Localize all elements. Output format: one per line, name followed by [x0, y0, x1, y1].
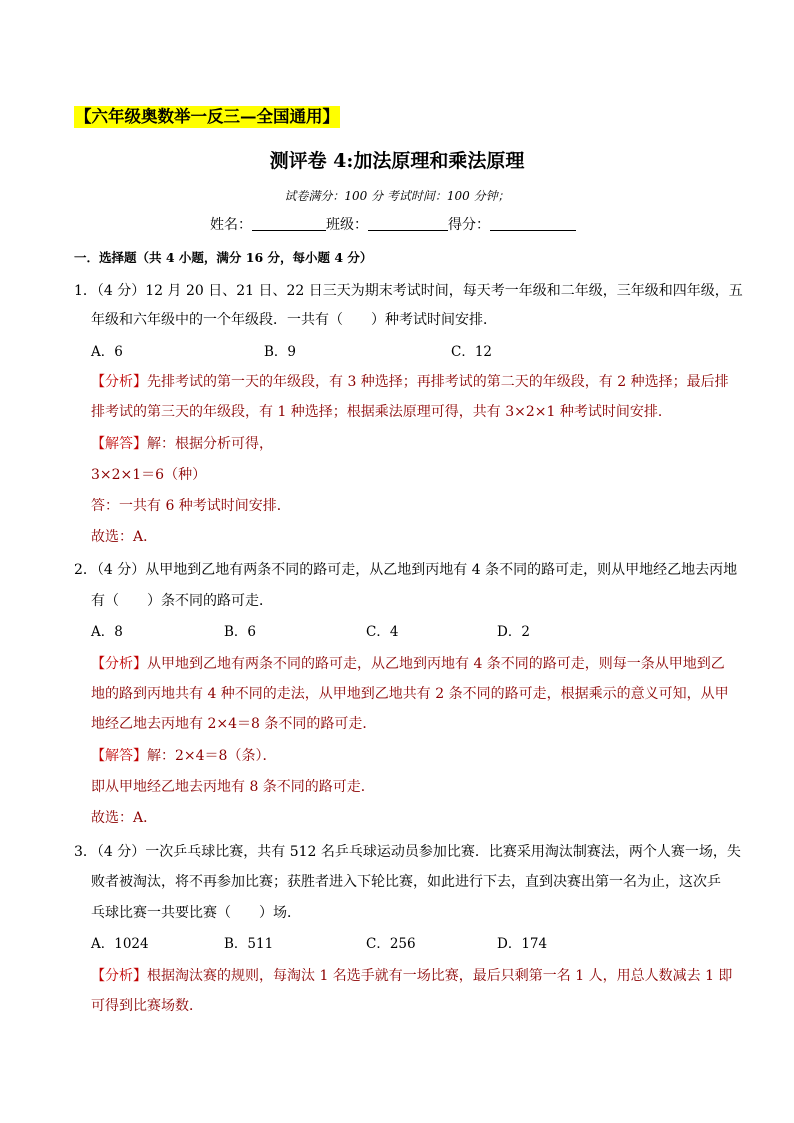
q2-analysis-line3: 地经乙地去丙地有 2×4＝8 条不同的路可走． [91, 716, 377, 732]
q2-answer-line2: 即从甲地经乙地去丙地有 8 条不同的路可走． [91, 779, 375, 795]
q1-option-c[interactable]: C．12 [451, 344, 493, 360]
analysis-text: 根据淘汰赛的规则，每淘汰 1 名选手就有一场比赛，最后只剩第一名 1 人，用总人数减去 1 即 [147, 968, 733, 984]
q3-option-c[interactable]: C．256 [366, 936, 416, 952]
analysis-tag: 【分析】 [91, 656, 147, 672]
name-field[interactable] [252, 216, 326, 231]
q2-analysis-line2: 地的路到丙地共有 4 种不同的走法，从甲地到乙地共有 2 条不同的路可走，根据乘示的意义可知，从甲 [91, 686, 729, 702]
q3-stem-line1: 3．（4 分）一次乒乓球比赛，共有 512 名乒乓球运动员参加比赛．比赛采用淘汰制赛法，两个人赛一场，失 [74, 844, 741, 860]
q2-analysis-line1 [91, 654, 725, 674]
answer-text: 解：2×4＝8（条）． [147, 748, 277, 764]
score-field[interactable] [490, 216, 576, 231]
q1-choice: 故选：A． [91, 529, 158, 545]
section-heading: 一．选择题（共 4 小题，满分 16 分，每小题 4 分） [74, 250, 373, 265]
q1-answer-line1 [91, 434, 273, 454]
answer-tag: 【解答】 [91, 748, 147, 764]
q2-option-b[interactable]: B．6 [224, 624, 257, 640]
q3-stem-line3: 乓球比赛一共要比赛（ ）场． [91, 905, 301, 921]
q2-stem-line1: 2．（4 分）从甲地到乙地有两条不同的路可走，从乙地到丙地有 4 条不同的路可走，则从甲地经乙地去丙地 [74, 562, 738, 578]
analysis-text: 先排考试的第一天的年级段，有 3 种选择；再排考试的第二天的年级段，有 2 种选择；最后排 [147, 374, 729, 390]
name-label: 姓名： [210, 217, 252, 233]
q1-answer-line2: 3×2×1＝6（种） [91, 467, 207, 483]
q1-option-a[interactable]: A．6 [91, 344, 123, 360]
page-title: 测评卷 4:加法原理和乘法原理 [269, 150, 525, 172]
q3-option-d[interactable]: D．174 [497, 936, 548, 952]
q2-stem-line2: 有（ ）条不同的路可走． [91, 593, 273, 609]
q2-choice: 故选：A． [91, 810, 158, 826]
series-tag: 【六年级奥数举一反三—全国通用】 [75, 107, 339, 126]
q2-option-d[interactable]: D．2 [497, 624, 530, 640]
score-label: 得分： [448, 217, 490, 233]
q1-analysis-line1 [91, 372, 729, 392]
q1-stem-line1: 1．（4 分）12 月 20 日、21 日、22 日三天为期末考试时间，每天考一年级和二年级，三年级和四年级，五 [74, 283, 743, 299]
q3-option-b[interactable]: B．511 [224, 936, 274, 952]
class-field[interactable] [368, 216, 448, 231]
student-info [210, 214, 576, 234]
q1-stem-line2: 年级和六年级中的一个年级段．一共有（ ）种考试时间安排． [91, 312, 497, 328]
q1-option-b[interactable]: B．9 [264, 344, 297, 360]
q3-analysis-line1 [91, 966, 732, 986]
q3-analysis-line2: 可得到比赛场数． [91, 998, 203, 1014]
q2-answer-line1 [91, 746, 276, 766]
q1-answer-line3: 答：一共有 6 种考试时间安排． [91, 498, 291, 514]
class-label: 班级： [326, 217, 368, 233]
q2-option-c[interactable]: C．4 [366, 624, 399, 640]
analysis-tag: 【分析】 [91, 374, 147, 390]
answer-text: 解：根据分析可得， [147, 436, 273, 452]
exam-meta: 试卷满分：100 分 考试时间：100 分钟； [284, 189, 510, 203]
answer-tag: 【解答】 [91, 436, 147, 452]
q2-option-a[interactable]: A．8 [91, 624, 123, 640]
q3-stem-line2: 败者被淘汰，将不再参加比赛；获胜者进入下轮比赛，如此进行下去，直到决赛出第一名为止，这次乒 [91, 874, 721, 890]
analysis-tag: 【分析】 [91, 968, 147, 984]
analysis-text: 从甲地到乙地有两条不同的路可走，从乙地到丙地有 4 条不同的路可走，则每一条从甲地到乙 [147, 656, 725, 672]
q1-analysis-line2: 排考试的第三天的年级段，有 1 种选择；根据乘法原理可得，共有 3×2×1 种考试时间安排． [91, 404, 672, 420]
q3-option-a[interactable]: A．1024 [91, 936, 149, 952]
